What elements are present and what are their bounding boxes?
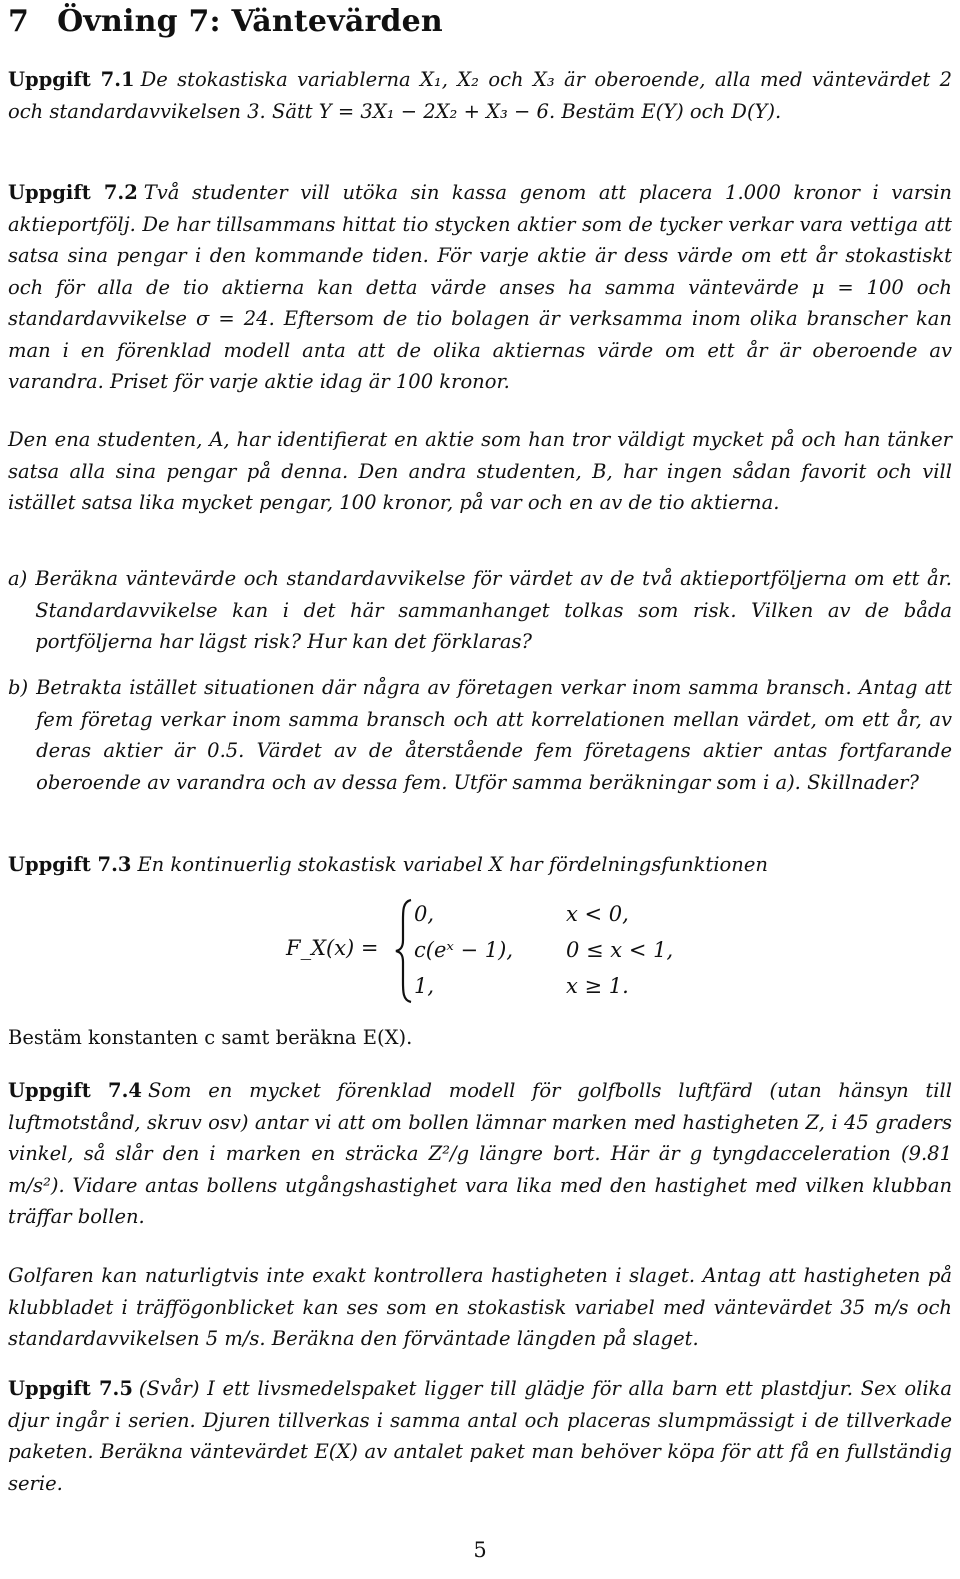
section-title-text: Övning 7: Väntevärden <box>57 4 443 39</box>
task-text: Bestäm konstanten c samt beräkna E(X). <box>8 1026 413 1049</box>
formula-condition: x < 0, <box>566 902 629 926</box>
item-label: b) <box>8 676 29 699</box>
task-7-2 <box>8 177 952 398</box>
task-7-2-paragraph-1 <box>8 177 952 398</box>
item-text: Betrakta istället situationen där några av företagen verkar inom samma bransch. Antag att fem företag verkar inom samma bransch och att korrelationen mellan värdet, om ett år, av deras aktier är 0.5. Värdet av de återstående fem företagens aktier antas fortfarande oberoende av varandra och av dessa fem. Utför samma beräkningar som i a). Skillnader? <box>36 676 952 794</box>
formula-value: c(eˣ − 1), <box>414 938 514 962</box>
task-7-2-item-b <box>8 672 952 798</box>
task-text: Som en mycket förenklad modell för golfbolls luftfärd (utan hänsyn till luftmotstånd, skruv osv) antar vi att om bollen lämnar marken med hastigheten Z, i 45 graders vinkel, så slår den i marken en sträcka Z²/g längre bort. Här är g tyngdacceleration (9.81 m/s²). Vidare antas bollens utgångshastighet vara lika med den hastighet med vilken klubban träffar bollen. <box>8 1079 952 1228</box>
task-7-1 <box>8 64 952 127</box>
task-7-4-paragraph-2 <box>8 1260 952 1355</box>
formula-condition: x ≥ 1. <box>566 974 629 998</box>
task-heading: Uppgift 7.2 <box>8 181 138 204</box>
list-item <box>8 672 952 798</box>
task-7-4 <box>8 1075 952 1233</box>
left-brace-icon <box>394 898 414 1004</box>
task-text: En kontinuerlig stokastisk variabel X har fördelningsfunktionen <box>137 853 768 876</box>
task-text: (Svår) I ett livsmedelspaket ligger till glädje för alla barn ett plastdjur. Sex olika djur ingår i serien. Djuren tillverkas i samma antal och placeras slumpmässigt i de tillverkade paketen. Beräkna väntevärdet E(X) av antalet paket man behöver köpa för att få en fullständig serie. <box>8 1377 953 1495</box>
distribution-function-formula <box>286 898 686 1004</box>
task-text: Golfaren kan naturligtvis inte exakt kontrollera hastigheten i slaget. Antag att hastigheten på klubbladet i träffögonblicket kan ses som en stokastisk variabel med väntevärdet 35 m/s och standardavvikelsen 5 m/s. Beräkna den förväntade längden på slaget. <box>8 1264 952 1350</box>
task-text: Två studenter vill utöka sin kassa genom att placera 1.000 kronor i varsin aktieportfölj. De har tillsammans hittat tio stycken aktier som de tycker verkar vara vettiga att satsa sina pengar i den kommande tiden. För varje aktie är dess värde om ett år stokastiskt och för alla de tio aktierna kan detta värde anses ha samma väntevärde μ = 100 och standardavvikelse σ = 24. Eftersom de tio bolagen är verksamma inom olika branscher kan man i en förenklad modell anta att de olika aktiernas värde om ett år är oberoende av varandra. Priset för varje aktie idag är 100 kronor. <box>8 181 952 393</box>
task-7-2-item-a <box>8 563 952 658</box>
list-item <box>8 563 952 658</box>
formula-value: 0, <box>414 902 435 926</box>
task-heading: Uppgift 7.4 <box>8 1079 142 1102</box>
task-7-4-paragraph-1 <box>8 1075 952 1233</box>
task-heading: Uppgift 7.5 <box>8 1377 133 1400</box>
page-number: 5 <box>473 1538 487 1562</box>
formula-lhs: F_X(x) = <box>286 936 379 960</box>
task-7-3-after <box>8 1022 952 1054</box>
task-heading: Uppgift 7.1 <box>8 68 135 91</box>
task-text: De stokastiska variablerna X₁, X₂ och X₃ är oberoende, alla med väntevärdet 2 och standardavvikelsen 3. Sätt Y = 3X₁ − 2X₂ + X₃ − 6. Bestäm E(Y) och D(Y). <box>8 68 952 123</box>
task-7-1-paragraph <box>8 64 952 127</box>
document-page <box>8 0 952 1579</box>
item-label: a) <box>8 567 28 590</box>
task-7-5-paragraph <box>8 1373 952 1499</box>
formula-condition: 0 ≤ x < 1, <box>566 938 674 962</box>
task-heading: Uppgift 7.3 <box>8 853 132 876</box>
formula-value: 1, <box>414 974 435 998</box>
item-text: Beräkna väntevärde och standardavvikelse för värdet av de två aktieportföljerna om ett år. Standardavvikelse kan i det här sammanhanget tolkas som risk. Vilken av de båda portföljerna har lägst risk? Hur kan det förklaras? <box>35 567 952 653</box>
section-number: 7 <box>8 4 30 39</box>
task-text: Den ena studenten, A, har identifierat en aktie som han tror väldigt mycket på och han tänker satsa alla sina pengar på denna. Den andra studenten, B, har ingen sådan favorit och vill istället satsa lika mycket pengar, 100 kronor, på var och en av de tio aktierna. <box>8 428 952 514</box>
section-title <box>8 4 443 39</box>
task-7-5 <box>8 1373 952 1499</box>
task-7-2-paragraph-2 <box>8 424 952 519</box>
task-7-3-paragraph <box>8 849 952 881</box>
task-7-3 <box>8 849 952 881</box>
